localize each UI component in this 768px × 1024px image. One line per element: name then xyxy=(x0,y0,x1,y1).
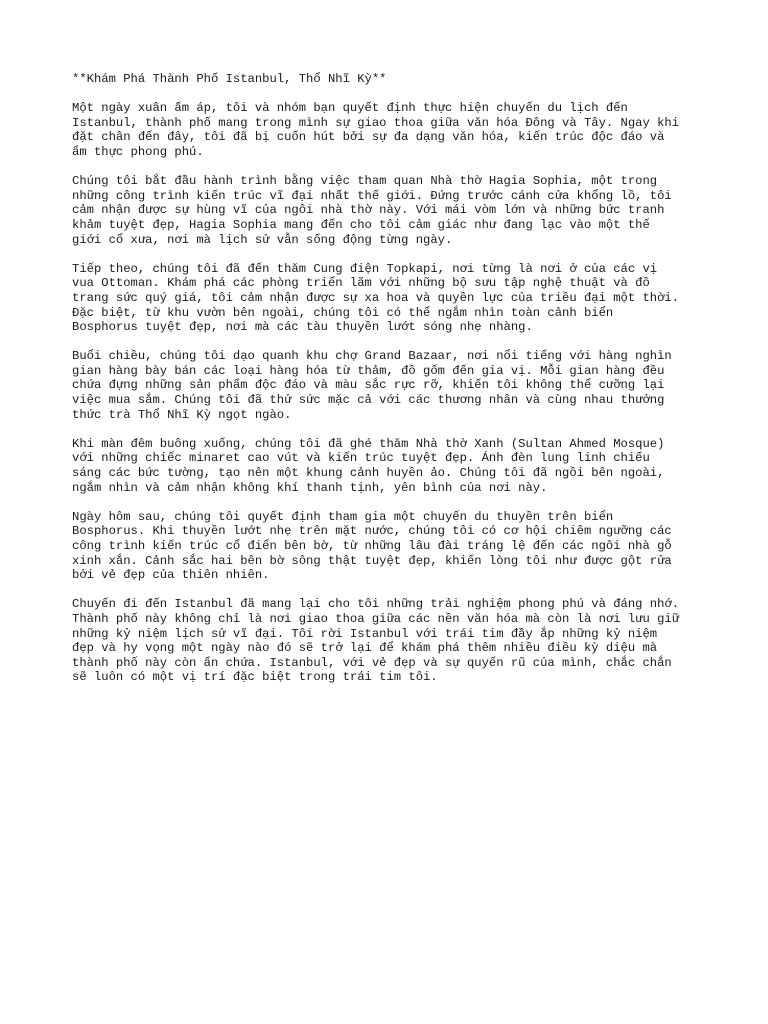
paragraph-3 xyxy=(72,262,712,335)
text-line: sáng các bức tường, tạo nên một khung cảnh huyền ảo. Chúng tôi đã ngồi bên ngoài, xyxy=(72,466,665,481)
text-line: Đặc biệt, từ khu vườn bên ngoài, chúng tôi có thể ngắm nhìn toàn cảnh biển xyxy=(72,305,614,320)
text-line: khảm tuyệt đẹp, Hagia Sophia mang đến cho tôi cảm giác như đang lạc vào một thế xyxy=(72,217,650,232)
document-title xyxy=(72,72,712,87)
paragraph-5 xyxy=(72,437,712,495)
text-line: xinh xắn. Cảnh sắc hai bên bờ sông thật tuyệt đẹp, khiến lòng tôi như được gột rửa xyxy=(72,553,672,568)
paragraph-6 xyxy=(72,510,712,583)
text-line: sẽ luôn có một vị trí đặc biệt trong trái tim tôi. xyxy=(72,670,438,685)
text-line: Chúng tôi bắt đầu hành trình bằng việc tham quan Nhà thờ Hagia Sophia, một trong xyxy=(72,174,658,189)
text-line: Thành phố này không chỉ là nơi giao thoa giữa các nền văn hóa mà còn là nơi lưu giữ xyxy=(72,611,680,626)
text-line: Một ngày xuân ấm áp, tôi và nhóm bạn quyết định thực hiện chuyến du lịch đến xyxy=(72,101,628,116)
text-line: ẩm thực phong phú. xyxy=(72,144,204,159)
paragraph-4 xyxy=(72,349,712,422)
text-line: Istanbul, thành phố mang trong mình sự giao thoa giữa văn hóa Đông và Tây. Ngay khi xyxy=(72,115,680,130)
text-line: Chuyến đi đến Istanbul đã mang lại cho tôi những trải nghiệm phong phú và đáng nhớ. xyxy=(72,597,680,612)
text-line: trang sức quý giá, tôi cảm nhận được sự xa hoa và quyền lực của triều đại một thời. xyxy=(72,290,680,305)
text-line: bởi vẻ đẹp của thiên nhiên. xyxy=(72,568,270,583)
text-line: thức trà Thổ Nhĩ Kỳ ngọt ngào. xyxy=(72,407,292,422)
text-line: Khi màn đêm buông xuống, chúng tôi đã ghé thăm Nhà thờ Xanh (Sultan Ahmed Mosque) xyxy=(72,436,665,451)
paragraph-1 xyxy=(72,101,712,159)
text-line: Bosphorus. Khi thuyền lướt nhẹ trên mặt nước, chúng tôi có cơ hội chiêm ngưỡng các xyxy=(72,524,672,539)
text-line: ngắm nhìn và cảm nhận không khí thanh tịnh, yên bình của nơi này. xyxy=(72,480,548,495)
text-line: đặt chân đến đây, tôi đã bị cuốn hút bởi sự đa dạng văn hóa, kiến trúc độc đáo và xyxy=(72,130,665,145)
text-line: đẹp và hy vọng một ngày nào đó sẽ trở lại để khám phá thêm nhiều điều kỳ diệu mà xyxy=(72,641,658,656)
text-line: Ngày hôm sau, chúng tôi quyết định tham gia một chuyến du thuyền trên biển xyxy=(72,509,614,524)
text-line: vua Ottoman. Khám phá các phòng triển lãm với những bộ sưu tập nghệ thuật và đồ xyxy=(72,276,650,291)
document-body xyxy=(72,72,712,700)
text-line: những kỷ niệm lịch sử vĩ đại. Tôi rời Istanbul với trái tim đầy ắp những kỷ niệm xyxy=(72,626,658,641)
text-line: chứa đựng những sản phẩm độc đáo và màu sắc rực rỡ, khiến tôi không thể cưỡng lại xyxy=(72,378,665,393)
text-line: thành phố này còn ẩn chứa. Istanbul, với vẻ đẹp và sự quyến rũ của mình, chắc chắn xyxy=(72,655,672,670)
paragraph-2 xyxy=(72,174,712,247)
text-line: Tiếp theo, chúng tôi đã đến thăm Cung điện Topkapi, nơi từng là nơi ở của các vị xyxy=(72,261,658,276)
text-line: những công trình kiến trúc vĩ đại nhất thế giới. Đứng trước cánh cửa khổng lồ, tôi xyxy=(72,188,672,203)
text-line: việc mua sắm. Chúng tôi đã thử sức mặc cả với các thương nhân và cùng nhau thưởng xyxy=(72,393,665,408)
text-line: Buổi chiều, chúng tôi dạo quanh khu chợ Grand Bazaar, nơi nổi tiếng với hàng nghìn xyxy=(72,349,672,364)
text-line: gian hàng bày bán các loại hàng hóa từ thảm, đồ gốm đến gia vị. Mỗi gian hàng đều xyxy=(72,363,665,378)
text-line: Bosphorus tuyệt đẹp, nơi mà các tàu thuyền lướt sóng nhẹ nhàng. xyxy=(72,320,533,335)
text-line: công trình kiến trúc cổ điển bên bờ, từ những lâu đài tráng lệ đến các ngôi nhà gỗ xyxy=(72,539,672,553)
paragraph-7 xyxy=(72,597,712,685)
text-line: cảm nhận được sự hùng vĩ của ngôi nhà thờ này. Với mái vòm lớn và những bức tranh xyxy=(72,203,665,218)
text-line: với những chiếc minaret cao vút và kiến trúc tuyệt đẹp. Ánh đèn lung linh chiếu xyxy=(72,451,650,466)
title-line: **Khám Phá Thành Phố Istanbul, Thổ Nhĩ Kỳ** xyxy=(72,72,387,86)
text-line: giới cổ xưa, nơi mà lịch sử vẫn sống động từng ngày. xyxy=(72,232,453,247)
